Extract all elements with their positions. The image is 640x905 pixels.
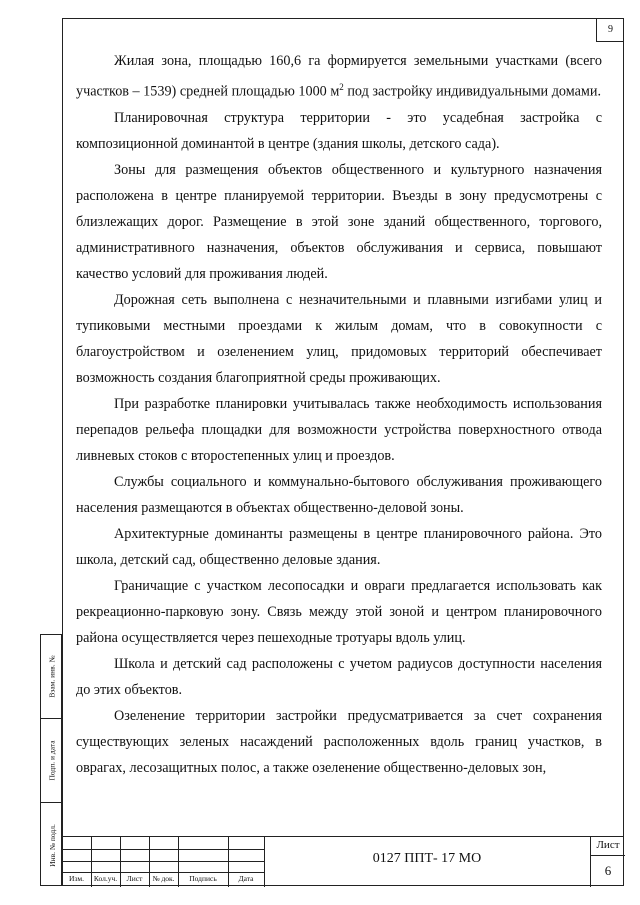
paragraph-7: Архитектурные доминанты размещены в центре планировочного района. Это школа, детский сад, общественно деловые здания. <box>76 525 602 568</box>
side-cell-inventory <box>41 803 63 887</box>
paragraph-10: Озеленение территории застройки предусматривается за счет сохранения существующих зеленых насаждений расположенных вдоль границ участков, в оврагах, лесозащитных полос, а также озеленение общественно-деловых зон, <box>76 707 602 776</box>
corner-page-number: 9 <box>596 18 624 42</box>
column-label-date: Дата <box>238 874 254 883</box>
sheet-number: 6 <box>604 863 612 878</box>
column-label-koluch: Кол.уч. <box>93 874 118 883</box>
paragraph-6: Службы социального и коммунально-бытового обслуживания проживающего населения размещаются в объектах общественно-деловой зоны. <box>76 473 602 516</box>
paragraph-8: Граничащие с участком лесопосадки и овраги предлагается использовать как рекреационно-парковую зону. Связь между этой зоной и центром планировочного района осуществляется через пешеходные тротуары вдоль улиц. <box>76 577 602 646</box>
side-stamp <box>40 634 62 886</box>
document-body <box>76 48 602 781</box>
grid-line <box>62 872 264 873</box>
column-label-list: Лист <box>126 874 143 883</box>
paragraph-4: Дорожная сеть выполнена с незначительными и плавными изгибами улиц и тупиковыми местными проездами к жилым домам, что в совокупности с благоустройством и озеленением улиц, придомовых территорий обеспечивает возможность создания благоприятной среды проживающих. <box>76 291 602 386</box>
document-code: 0127 ППТ- 17 МО <box>372 851 482 866</box>
paragraph-5: При разработке планировки учитывалась также необходимость использования перепадов рельефа площадки для возможности устройства поверхностного отвода ливневых стоков с второстепенных улиц и проездов. <box>76 395 602 464</box>
side-cell-replacement <box>41 635 63 719</box>
side-cell-label: Взам. инв. № <box>47 655 57 698</box>
paragraph-1: Жилая зона, площадью 160,6 га формируется земельными участками (всего участков – 1539) средней площадью 1000 $м^2$ под застройку индивидуальными домами. <box>76 53 602 100</box>
paragraph-9: Школа и детский сад расположены с учетом радиусов доступности населения до этих объектов. <box>76 655 602 698</box>
title-block <box>62 836 624 886</box>
side-cell-label: Подп. и дата <box>47 740 57 781</box>
sheet-label: Лист <box>596 839 620 851</box>
side-cell-label: Инв. № подл. <box>47 823 57 867</box>
paragraph-3: Зоны для размещения объектов общественного и культурного назначения расположена в центре планируемой территории. Въезды в зону предусмотрены с близлежащих дорог. Размещение в этой зоне зданий общественного, торгового, административного назначения, объектов обслуживания и сервиса, повышают качество условий для проживания людей. <box>76 161 602 282</box>
revision-grid <box>62 837 264 887</box>
grid-line <box>62 861 264 862</box>
column-label-signature: Подпись <box>189 874 217 883</box>
sheet-separator <box>591 855 625 856</box>
column-label-doc: № док. <box>152 874 175 883</box>
grid-line <box>62 849 264 850</box>
paragraph-2: Планировочная структура территории - это усадебная застройка с композиционной доминантой в центре (здания школы, детского сада). <box>76 109 602 152</box>
column-label-izm: Изм. <box>69 874 84 883</box>
side-cell-signature-date <box>41 719 63 803</box>
sheet-box <box>590 837 624 887</box>
